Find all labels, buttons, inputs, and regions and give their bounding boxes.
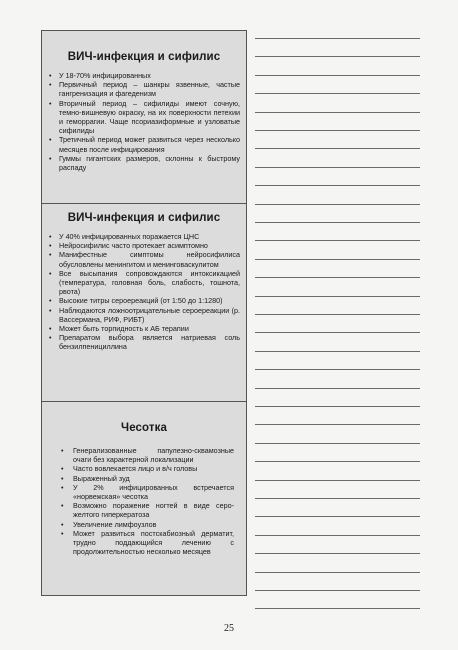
note-line bbox=[255, 75, 420, 76]
note-line bbox=[255, 369, 420, 370]
note-line bbox=[255, 498, 420, 499]
note-line bbox=[255, 130, 420, 131]
note-line bbox=[255, 93, 420, 94]
note-line bbox=[255, 572, 420, 573]
slide-scabies bbox=[41, 402, 247, 596]
list-item: • Генерализованные папулезно-сквамозные очаги без характерной локализации bbox=[60, 446, 234, 464]
note-line bbox=[255, 259, 420, 260]
slides-column bbox=[41, 30, 247, 596]
list-item: • Возможно поражение ногтей в виде серо-желтого гиперкератоза bbox=[60, 501, 234, 519]
list-item: • Высокие титры сероереакций (от 1:50 до 1:1280) bbox=[48, 296, 240, 305]
page-number: 25 bbox=[224, 623, 234, 634]
list-item: • У 2% инфицированных встречается «норвежская» чесотка bbox=[60, 483, 234, 501]
note-line bbox=[255, 516, 420, 517]
note-line bbox=[255, 553, 420, 554]
slide-title: Чесотка bbox=[121, 422, 167, 434]
note-line bbox=[255, 424, 420, 425]
bullet-list bbox=[48, 446, 240, 556]
note-line bbox=[255, 56, 420, 57]
list-item: • Выраженный зуд bbox=[60, 474, 234, 483]
slide-title: ВИЧ-инфекция и сифилис bbox=[67, 51, 221, 63]
slide-hiv-syphilis-2 bbox=[41, 204, 247, 402]
slide-title: ВИЧ-инфекция и сифилис bbox=[67, 212, 221, 224]
note-line bbox=[255, 332, 420, 333]
list-item: • Манифестные симптомы нейросифилиса обусловлены менингитом и менинговаскулитом bbox=[48, 250, 240, 268]
list-item: • Вторичный период – сифилиды имеют сочную, темно-вишневую окраску, на их поверхности петехии и геморрагии. Чаще псориазиформные и узловатые сифилиды bbox=[48, 99, 240, 136]
list-item: • Нейросифилис часто протекает асимптомно bbox=[48, 241, 240, 250]
note-line bbox=[255, 204, 420, 205]
list-item: • У 18-70% инфицированных bbox=[48, 71, 240, 80]
note-line bbox=[255, 461, 420, 462]
list-item: • Часто вовлекается лицо и в/ч головы bbox=[60, 464, 234, 473]
list-item: • Может развиться постскабиозный дерматит, трудно поддающийся лечению с продолжительностью несколько месяцев bbox=[60, 529, 234, 557]
note-line bbox=[255, 112, 420, 113]
note-line bbox=[255, 296, 420, 297]
list-item: • Первичный период – шанкры язвенные, частые гангренизация и фагеденизм bbox=[48, 80, 240, 98]
list-item: • Может быть торпидность к АБ терапии bbox=[48, 324, 240, 333]
note-line bbox=[255, 38, 420, 39]
list-item: • Гуммы гигантских размеров, склонны к быстрому распаду bbox=[48, 154, 240, 172]
note-line bbox=[255, 406, 420, 407]
note-line bbox=[255, 277, 420, 278]
note-line bbox=[255, 590, 420, 591]
note-line bbox=[255, 480, 420, 481]
list-item: • Увеличение лимфоузлов bbox=[60, 520, 234, 529]
bullet-list bbox=[48, 232, 240, 352]
slide-hiv-syphilis-1 bbox=[41, 30, 247, 204]
note-line bbox=[255, 388, 420, 389]
list-item: • У 40% инфицированных поражается ЦНС bbox=[48, 232, 240, 241]
note-line bbox=[255, 240, 420, 241]
note-line bbox=[255, 167, 420, 168]
note-line bbox=[255, 222, 420, 223]
list-item: • Третичный период может развиться через несколько месяцев после инфицирования bbox=[48, 135, 240, 153]
list-item: • Все высыпания сопровождаются интоксикацией (температура, головная боль, слабость, тошнота, рвота) bbox=[48, 269, 240, 297]
note-line bbox=[255, 351, 420, 352]
note-line bbox=[255, 314, 420, 315]
note-line bbox=[255, 443, 420, 444]
note-line bbox=[255, 185, 420, 186]
bullet-list bbox=[48, 71, 240, 172]
note-line bbox=[255, 535, 420, 536]
list-item: • Препаратом выбора является натриевая соль бензилпенициллина bbox=[48, 333, 240, 351]
list-item: • Наблюдаются ложноотрицательные сероереакции (р. Вассермана, РИФ, РИБТ) bbox=[48, 306, 240, 324]
note-line bbox=[255, 608, 420, 609]
note-line bbox=[255, 148, 420, 149]
